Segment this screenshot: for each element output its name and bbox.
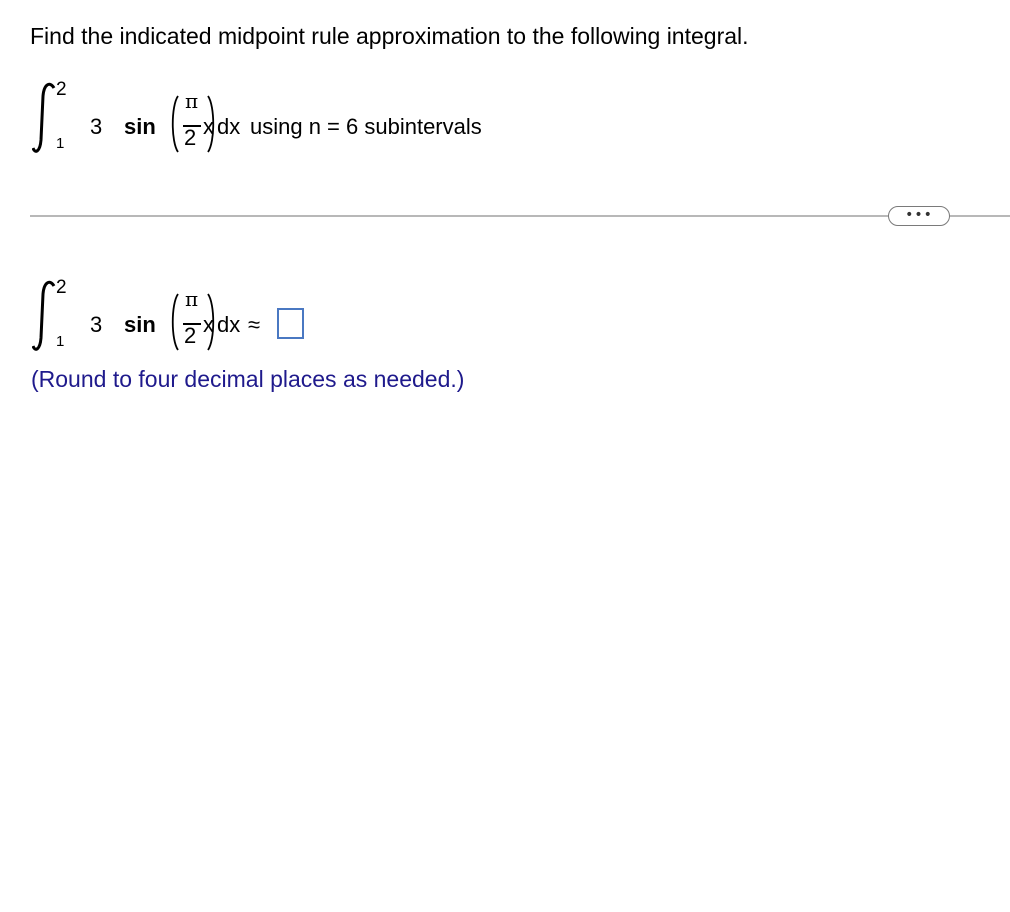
fraction-denominator: 2 — [184, 323, 197, 348]
more-horizontal-icon: ••• — [905, 207, 933, 223]
more-options-button[interactable] — [888, 206, 950, 226]
upper-bound: 2 — [56, 79, 67, 100]
left-paren-icon — [168, 292, 180, 352]
differential: dx — [217, 312, 241, 337]
fraction-numerator: π — [185, 287, 199, 311]
fraction-numerator: π — [185, 89, 199, 113]
lower-bound: 1 — [56, 333, 65, 350]
variable: x — [203, 312, 214, 337]
subinterval-instruction: using n = 6 subintervals — [250, 114, 482, 139]
fraction-denominator: 2 — [184, 125, 197, 150]
left-paren-icon — [168, 94, 180, 154]
answer-input[interactable] — [277, 308, 304, 339]
function-name: sin — [124, 312, 156, 337]
variable: x — [203, 114, 214, 139]
approx-symbol: ≈ — [248, 312, 261, 337]
upper-bound: 2 — [56, 277, 67, 298]
function-name: sin — [124, 114, 156, 139]
coefficient: 3 — [90, 114, 103, 139]
lower-bound: 1 — [56, 135, 65, 152]
coefficient: 3 — [90, 312, 103, 337]
rounding-hint: (Round to four decimal places as needed.) — [31, 366, 465, 392]
section-divider — [30, 215, 1010, 217]
differential: dx — [217, 114, 241, 139]
question-text: Find the indicated midpoint rule approximation to the following integral. — [30, 23, 749, 49]
